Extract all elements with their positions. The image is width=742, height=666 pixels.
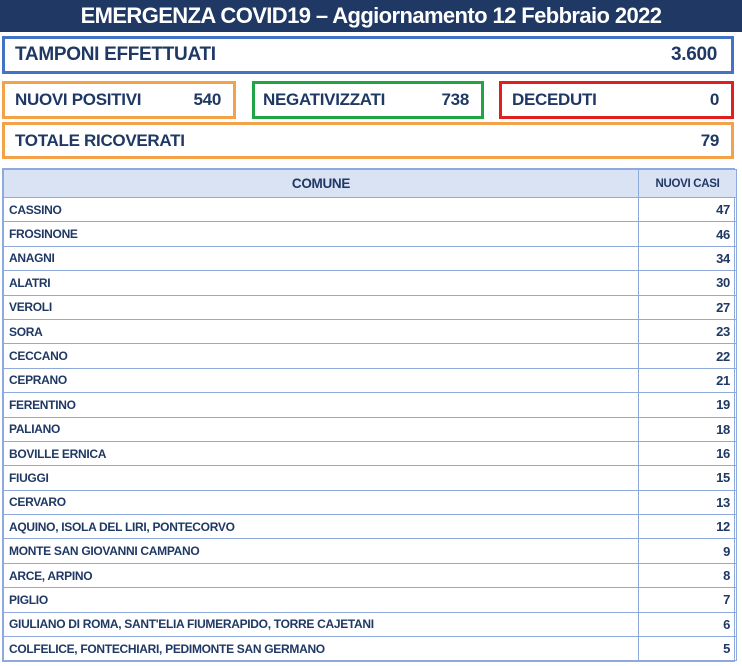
comune-cell: CECCANO [4,344,639,368]
comune-cell: ALATRI [4,271,639,295]
tamponi-value: 3.600 [670,44,717,65]
comune-header: COMUNE [4,170,639,198]
negativizzati-label: NEGATIVIZZATI [263,90,386,109]
cases-table [3,169,737,661]
negativizzati-value: 738 [441,90,469,109]
comune-cell: PIGLIO [4,588,639,612]
tamponi-label: TAMPONI EFFETTUATI [15,44,216,65]
nuovi-casi-cell: 7 [639,588,737,612]
nuovi-casi-cell: 6 [639,612,737,636]
page-title: EMERGENZA COVID19 – Aggiornamento 12 Febbraio 2022 [0,0,742,32]
table-row [4,222,737,246]
comune-cell: AQUINO, ISOLA DEL LIRI, PONTECORVO [4,515,639,539]
comune-cell: MONTE SAN GIOVANNI CAMPANO [4,539,639,563]
table-row [4,588,737,612]
nuovi-casi-cell: 16 [639,441,737,465]
table-row [4,490,737,514]
ricoverati-box [2,122,734,159]
ricoverati-value: 79 [700,130,719,150]
nuovi-casi-cell: 15 [639,466,737,490]
table-row [4,612,737,636]
comune-cell: COLFELICE, FONTECHIARI, PEDIMONTE SAN GERMANO [4,637,639,661]
table-row [4,344,737,368]
nuovi-casi-cell: 12 [639,515,737,539]
table-row [4,417,737,441]
comune-cell: SORA [4,319,639,343]
nuovi-casi-cell: 22 [639,344,737,368]
tamponi-box [2,36,734,74]
nuovi-casi-cell: 18 [639,417,737,441]
nuovi-casi-header: NUOVI CASI [639,170,737,198]
table-row [4,637,737,661]
nuovi-casi-cell: 30 [639,271,737,295]
nuovi-casi-cell: 21 [639,368,737,392]
comune-cell: FROSINONE [4,222,639,246]
negativizzati-box [252,81,484,119]
table-row [4,466,737,490]
table-row [4,515,737,539]
table-row [4,563,737,587]
table-row [4,295,737,319]
nuovi-casi-cell: 9 [639,539,737,563]
comune-cell: CEPRANO [4,368,639,392]
comune-cell: FERENTINO [4,393,639,417]
positivi-value: 540 [193,90,221,109]
cases-table-container [2,168,735,662]
nuovi-casi-cell: 8 [639,563,737,587]
positivi-label: NUOVI POSITIVI [15,90,142,109]
nuovi-casi-cell: 23 [639,319,737,343]
comune-cell: CERVARO [4,490,639,514]
comune-cell: BOVILLE ERNICA [4,441,639,465]
nuovi-casi-cell: 13 [639,490,737,514]
nuovi-casi-cell: 34 [639,246,737,270]
nuovi-casi-cell: 5 [639,637,737,661]
table-row [4,441,737,465]
table-row [4,539,737,563]
comune-cell: GIULIANO DI ROMA, SANT'ELIA FIUMERAPIDO, TORRE CAJETANI [4,612,639,636]
deceduti-value: 0 [709,90,719,109]
deceduti-label: DECEDUTI [512,90,597,109]
table-row [4,393,737,417]
table-row [4,271,737,295]
deceduti-box [499,81,734,119]
nuovi-casi-cell: 47 [639,198,737,222]
comune-cell: FIUGGI [4,466,639,490]
comune-cell: CASSINO [4,198,639,222]
table-header-row [4,170,737,198]
nuovi-casi-cell: 27 [639,295,737,319]
comune-cell: ARCE, ARPINO [4,563,639,587]
table-row [4,368,737,392]
table-row [4,319,737,343]
ricoverati-label: TOTALE RICOVERATI [15,130,185,150]
nuovi-casi-cell: 19 [639,393,737,417]
positivi-box [2,81,236,119]
comune-cell: ANAGNI [4,246,639,270]
table-row [4,246,737,270]
nuovi-casi-cell: 46 [639,222,737,246]
table-row [4,198,737,222]
comune-cell: VEROLI [4,295,639,319]
comune-cell: PALIANO [4,417,639,441]
